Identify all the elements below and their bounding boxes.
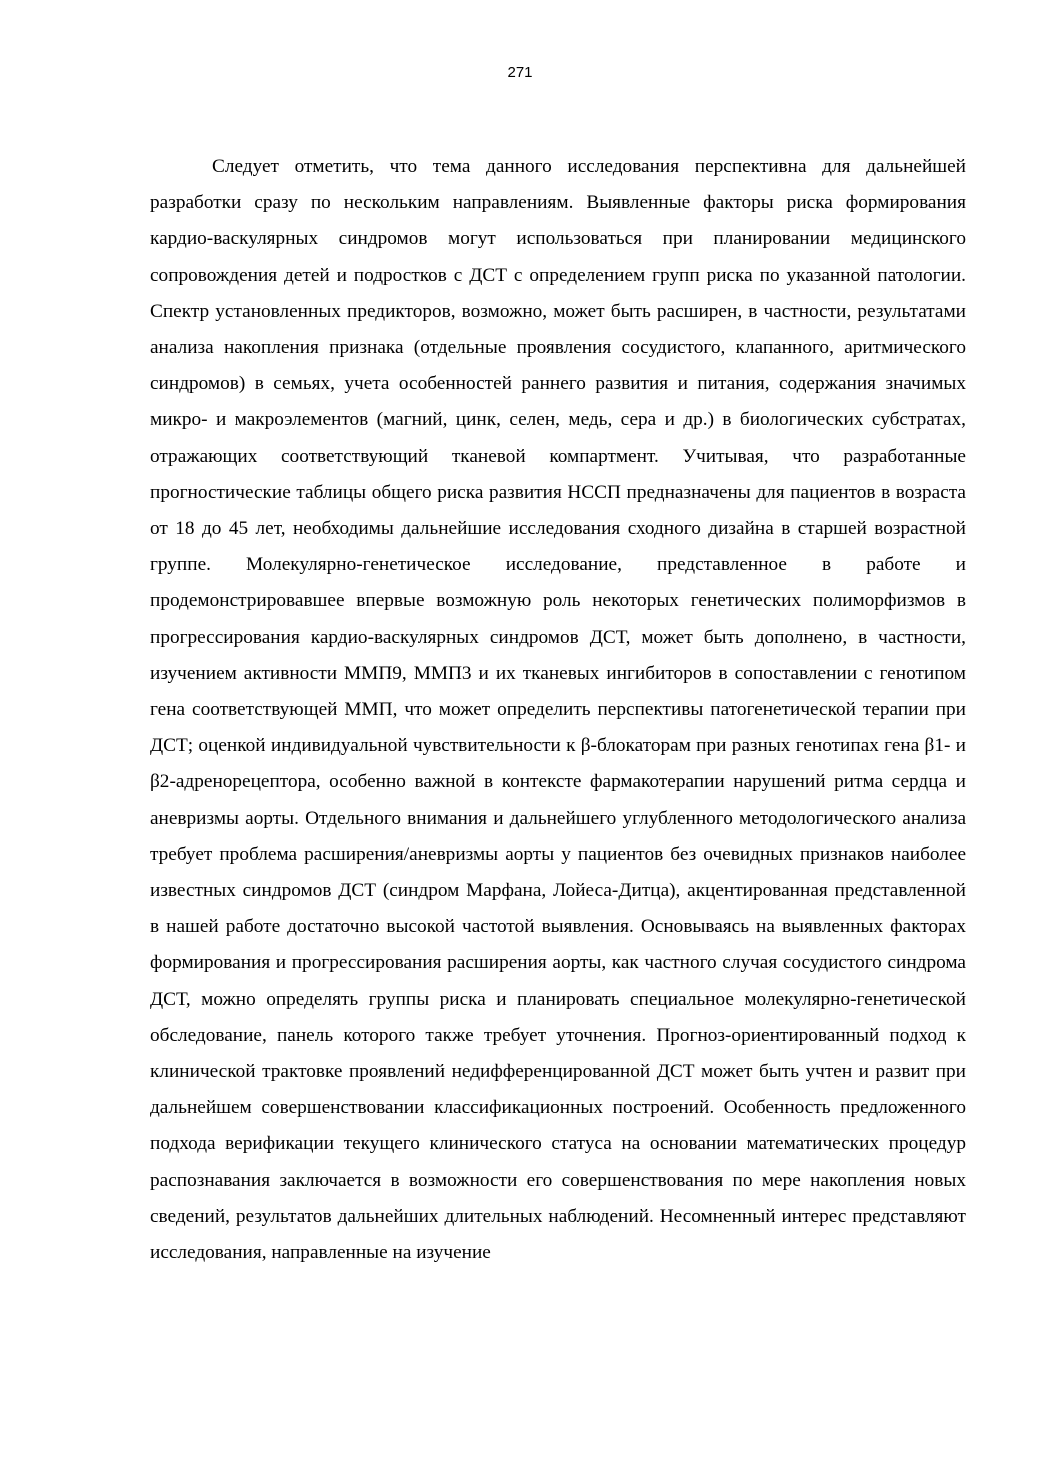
- body-paragraph: Следует отметить, что тема данного исследования перспективна для дальнейшей разработки сразу по нескольким направлениям. Выявленные факторы риска формирования кардио-васкулярных синдромов могут использоваться при планировании медицинского сопровождения детей и подростков с ДСТ с определением групп риска по указанной патологии. Спектр установленных предикторов, возможно, может быть расширен, в частности, результатами анализа накопления признака (отдельные проявления сосудистого, клапанного, аритмического синдромов) в семьях, учета особенностей раннего развития и питания, содержания значимых микро- и макроэлементов (магний, цинк, селен, медь, сера и др.) в биологических субстратах, отражающих соответствующий тканевой компартмент. Учитывая, что разработанные прогностические таблицы общего риска развития НССП предназначены для пациентов в возраста от 18 до 45 лет, необходимы дальнейшие исследования сходного дизайна в старшей возрастной группе. Молекулярно-генетическое исследование, представленное в работе и продемонстрировавшее впервые возможную роль некоторых генетических полиморфизмов в прогрессирования кардио-васкулярных синдромов ДСТ, может быть дополнено, в частности, изучением активности ММП9, ММП3 и их тканевых ингибиторов в сопоставлении с генотипом гена соответствующей ММП, что может определить перспективы патогенетической терапии при ДСТ; оценкой индивидуальной чувствительности к β-блокаторам при разных генотипах гена β1- и β2-адренорецептора, особенно важной в контексте фармакотерапии нарушений ритма сердца и аневризмы аорты. Отдельного внимания и дальнейшего углубленного методологического анализа требует проблема расширения/аневризмы аорты у пациентов без очевидных признаков наиболее известных синдромов ДСТ (синдром Марфана, Лойеса-Дитца), акцентированная представленной в нашей работе достаточно высокой частотой выявления. Основываясь на выявленных факторах формирования и прогрессирования расширения аорты, как частного случая сосудистого синдрома ДСТ, можно определять группы риска и планировать специальное молекулярно-генетической обследование, панель которого также требует уточнения. Прогноз-ориентированный подход к клинической трактовке проявлений недифференцированной ДСТ может быть учтен и развит при дальнейшем совершенствовании классификационных построений. Особенность предложенного подхода верификации текущего клинического статуса на основании математических процедур распознавания заключается в возможности его совершенствования по мере накопления новых сведений, результатов дальнейших длительных наблюдений. Несомненный интерес представляют исследования, направленные на изучение: [150, 156, 966, 1264]
- page-number: 271: [507, 64, 533, 81]
